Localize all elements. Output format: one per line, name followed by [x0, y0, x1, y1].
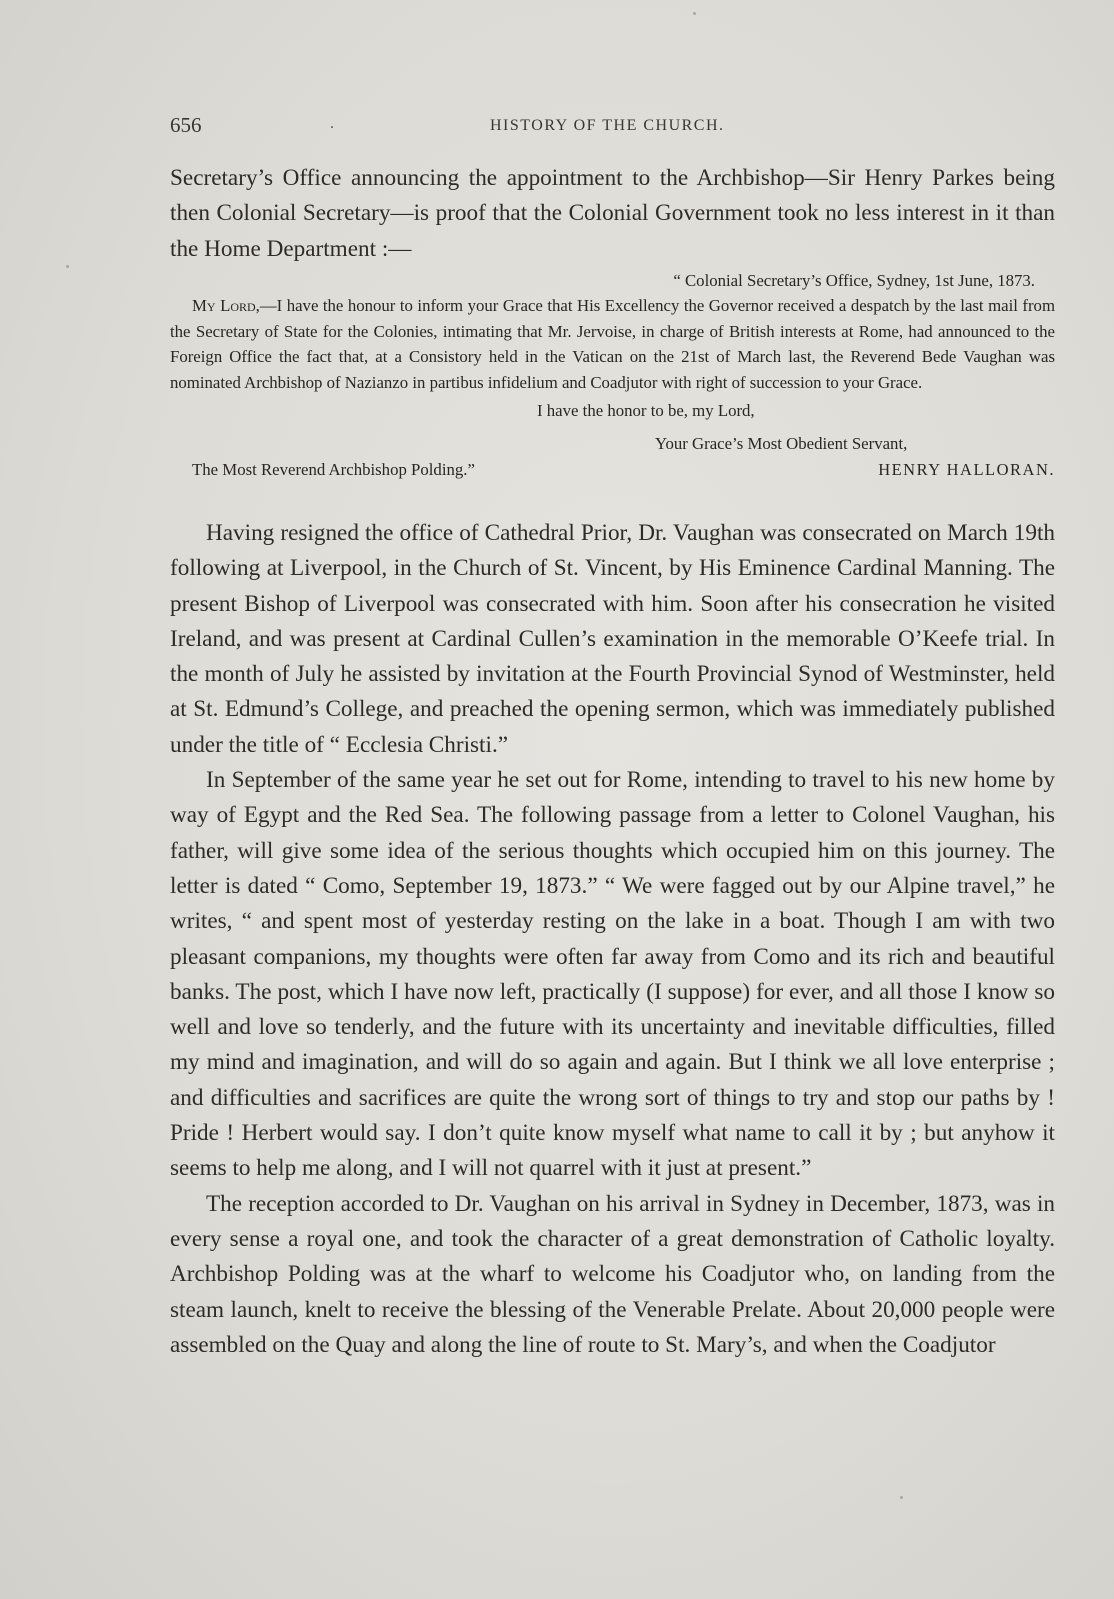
running-title: HISTORY OF THE CHURCH. — [490, 117, 725, 134]
main-text — [170, 516, 1055, 1363]
quoted-letter — [170, 268, 1055, 483]
letter-body — [170, 293, 1055, 395]
intro-paragraph: Secretary’s Office announcing the appointment to the Archbishop—Sir Henry Parkes being then Colonial Secretary—is proof that the Colonial Government took no less interest in it than the Home Department :— — [170, 165, 1055, 262]
page-header — [170, 113, 1055, 143]
letter-addressee: The Most Reverend Archbishop Polding.” — [192, 459, 475, 479]
paper-speck — [693, 12, 696, 15]
header-separator: . — [330, 115, 334, 132]
letter-signoff — [170, 457, 1055, 483]
letter-signature: HENRY HALLORAN. — [878, 459, 1055, 479]
paragraph: In September of the same year he set out for Rome, intending to travel to his new home by way of Egypt and the Red Sea. The following passage from a letter to Colonel Vaughan, his father, will give some idea of the serious thoughts which occupied him on this journey. The letter is dated “ Como, September 19, 1873.” “ We were fagged out by our Alpine travel,” he writes, “ and spent most of yesterday resting on the lake in a boat. Though I am with two pleasant companions, my thoughts were often far away from Como and its rich and beautiful banks. The post, which I have now left, practically (I suppose) for ever, and all those I know so well and love so tenderly, and the future with its uncertainty and inevitable difficulties, filled my mind and imagination, and will do so again and again. But I think we all love enterprise ; and difficulties and sacrifices are quite the wrong sort of things to try and stop our paths by ! Pride ! Herbert would say. I don’t quite know myself what name to call it by ; but anyhow it seems to help me along, and I will not quarrel with it just at present.” — [170, 767, 1055, 1182]
paper-speck — [900, 1496, 903, 1499]
letter-salutation: My Lord, — [192, 296, 260, 316]
paragraph: The reception accorded to Dr. Vaughan on his arrival in Sydney in December, 1873, was in every sense a royal one, and took the character of a great demonstration of Catholic loyalty. Archbishop Polding was at the wharf to welcome his Coadjutor who, on landing from the steam launch, knelt to receive the blessing of the Venerable Prelate. About 20,000 people were assembled on the Quay and along the line of route to St. Mary’s, and when the Coadjutor — [170, 1190, 1055, 1358]
letter-closing-line1: I have the honor to be, my Lord, — [537, 401, 755, 421]
paragraph: Having resigned the office of Cathedral Prior, Dr. Vaughan was consecrated on March 19th following at Liverpool, in the Church of St. Vincent, by His Eminence Cardinal Manning. The present Bishop of Liverpool was consecrated with him. Soon after his consecration he visited Ireland, and was present at Cardinal Cullen’s examination in the memorable O’Keefe trial. In the month of July he assisted by invitation at the Fourth Provincial Synod of Westminster, held at St. Edmund’s College, and preached the opening sermon, which was immediately published under the title of “ Ecclesia Christi.” — [170, 520, 1055, 758]
paper-speck — [66, 265, 69, 268]
letter-closing-line2: Your Grace’s Most Obedient Servant, — [655, 434, 908, 454]
intro-block — [170, 161, 1055, 267]
page-number: 656 — [170, 113, 202, 137]
letter-body-text: —I have the honour to inform your Grace that His Excellency the Governor received a despatch by the last mail from the Secretary of State for the Colonies, intimating that Mr. Jervoise, in charge of British interests at Rome, had announced to the Foreign Office the fact that, at a Consistory held in the Vatican on the 21st of March last, the Reverend Bede Vaughan was nominated Archbishop of Nazianzo in partibus infidelium and Coadjutor with right of succession to your Grace. — [170, 296, 1055, 392]
letter-dateline: “ Colonial Secretary’s Office, Sydney, 1st June, 1873. — [673, 271, 1035, 290]
